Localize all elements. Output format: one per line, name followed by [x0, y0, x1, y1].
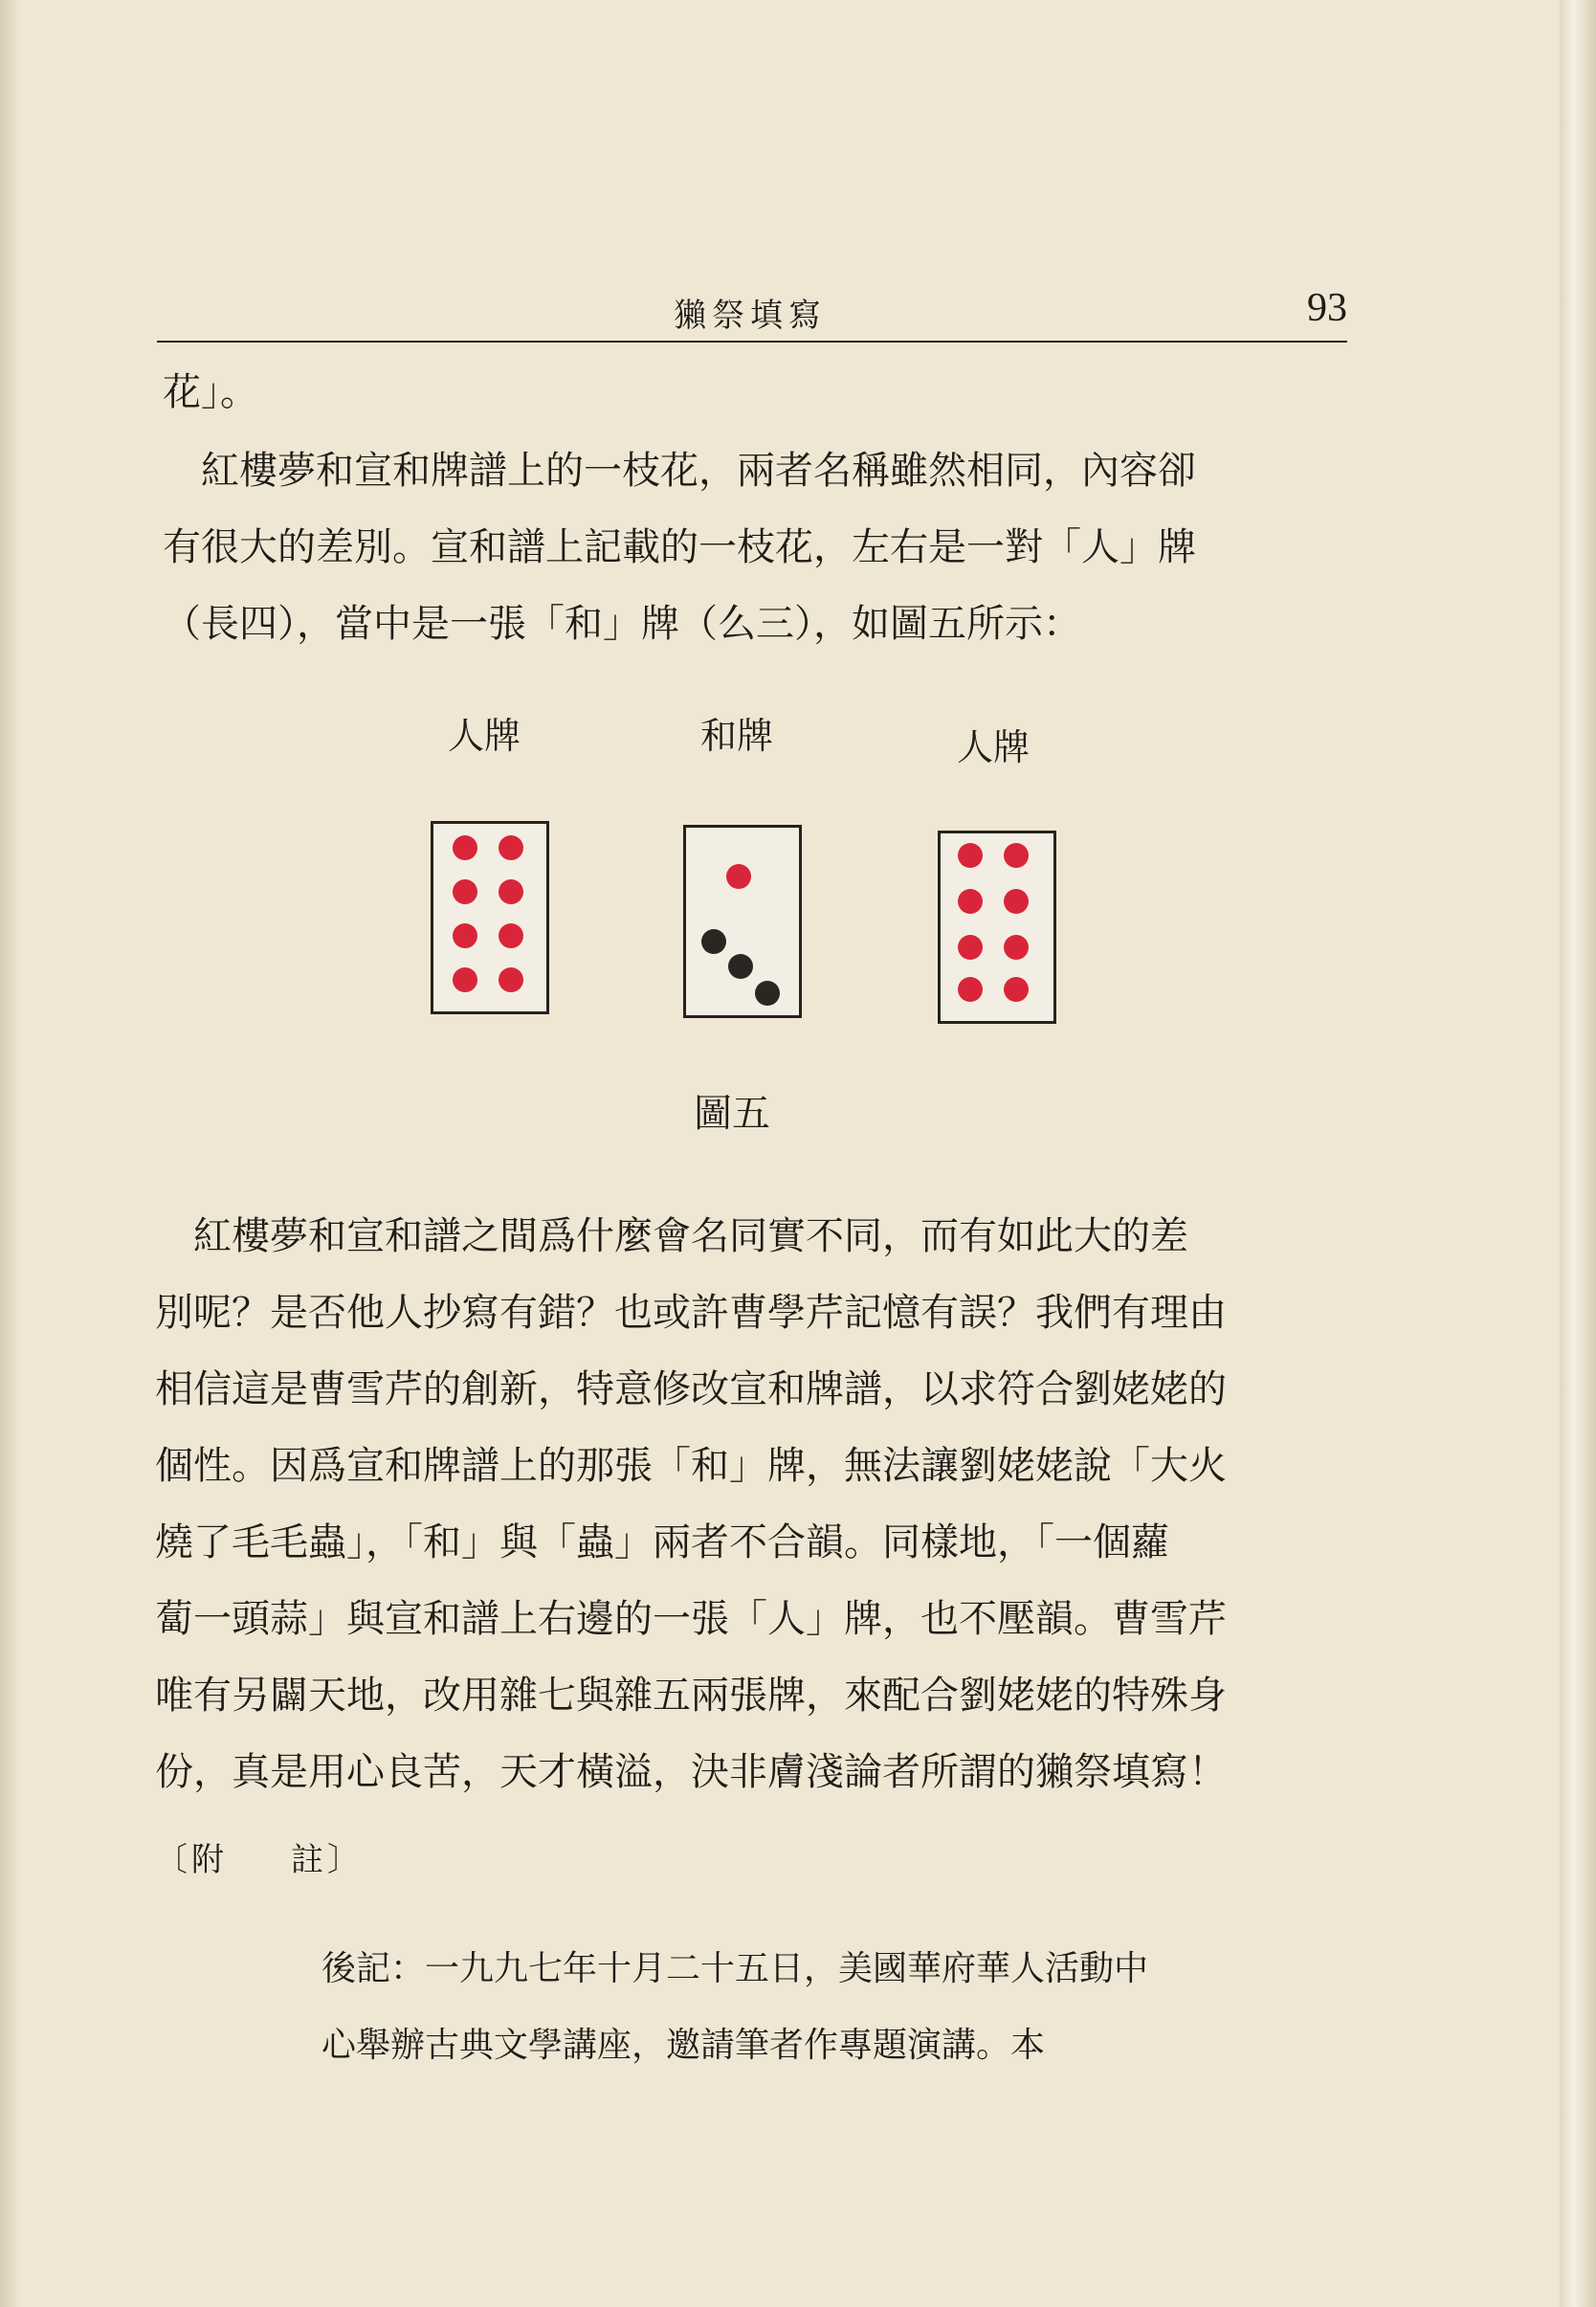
- pip: [499, 923, 523, 948]
- text-line: 花」。: [163, 370, 258, 414]
- text-line: 有很大的差別。宣和譜上記載的一枝花，左右是一對「人」牌: [163, 525, 1196, 569]
- text-line: 紅樓夢和宣和牌譜上的一枝花，兩者名稱雖然相同，內容卻: [163, 449, 1196, 493]
- pip: [958, 843, 983, 868]
- pip: [958, 977, 983, 1002]
- pip: [499, 835, 523, 860]
- running-title: 獺祭填寫: [674, 297, 827, 335]
- text-line: 唯有另闢天地，改用雜七與雜五兩張牌，來配合劉姥姥的特殊身: [155, 1674, 1227, 1718]
- text-line: 別呢？是否他人抄寫有錯？也或許曹學芹記憶有誤？我們有理由: [155, 1291, 1227, 1335]
- pip: [958, 889, 983, 914]
- header-rule: [157, 341, 1347, 343]
- text-line: 份，真是用心良苦，天才橫溢，決非膚淺論者所謂的獺祭填寫！: [155, 1750, 1227, 1794]
- text-line: 個性。因爲宣和牌譜上的那張「和」牌，無法讓劉姥姥說「大火: [155, 1444, 1227, 1488]
- text-line: 蔔一頭蒜」與宣和譜上右邊的一張「人」牌，也不壓韻。曹雪芹: [155, 1597, 1227, 1641]
- notes-heading-open: 〔附: [155, 1841, 228, 1879]
- paragraph-3: [155, 1198, 1341, 1810]
- pip: [726, 864, 751, 889]
- text-line: 後記：一九九七年十月二十五日，美國華府華人活動中: [321, 1949, 1149, 1988]
- notes-heading: [155, 1833, 364, 1880]
- pip: [728, 954, 753, 979]
- notes-heading-close: 註〕: [291, 1841, 364, 1879]
- ren-tile-right: [938, 831, 1056, 1024]
- paragraph-2: [163, 433, 1340, 662]
- pip: [701, 929, 726, 954]
- text-line: （長四），當中是一張「和」牌（么三），如圖五所示：: [163, 602, 1081, 646]
- ren-tile-left: [431, 821, 549, 1014]
- figure-label-left: 人牌: [448, 715, 521, 757]
- he-tile: [683, 825, 802, 1018]
- pip: [453, 835, 477, 860]
- text-line: 燒了毛毛蟲」，「和」與「蟲」兩者不合韻。同樣地，「一個蘿: [155, 1520, 1169, 1564]
- pip: [958, 935, 983, 960]
- pip: [453, 923, 477, 948]
- paragraph-1: [163, 354, 1340, 431]
- pip: [453, 967, 477, 992]
- page-edge: [1560, 0, 1596, 2307]
- figure-label-middle: 和牌: [700, 715, 774, 757]
- text-line: 相信這是曹雪芹的創新，特意修改宣和牌譜，以求符合劉姥姥的: [155, 1367, 1227, 1411]
- pip: [1004, 935, 1029, 960]
- pip: [1004, 889, 1029, 914]
- running-header: [157, 285, 1347, 348]
- postscript: [321, 1931, 1317, 2084]
- pip: [499, 879, 523, 904]
- text-line: 心舉辦古典文學講座，邀請筆者作專題演講。本: [321, 2026, 1046, 2065]
- pip: [1004, 977, 1029, 1002]
- figure-caption: 圖五: [694, 1092, 770, 1136]
- pip: [453, 879, 477, 904]
- gutter-shadow: [0, 0, 21, 2307]
- pip: [1004, 843, 1029, 868]
- page-number: 93: [1307, 286, 1347, 330]
- text-line: 紅樓夢和宣和譜之間爲什麼會名同實不同，而有如此大的差: [155, 1214, 1188, 1258]
- figure-label-right: 人牌: [957, 726, 1031, 768]
- pip: [755, 981, 780, 1006]
- pip: [499, 967, 523, 992]
